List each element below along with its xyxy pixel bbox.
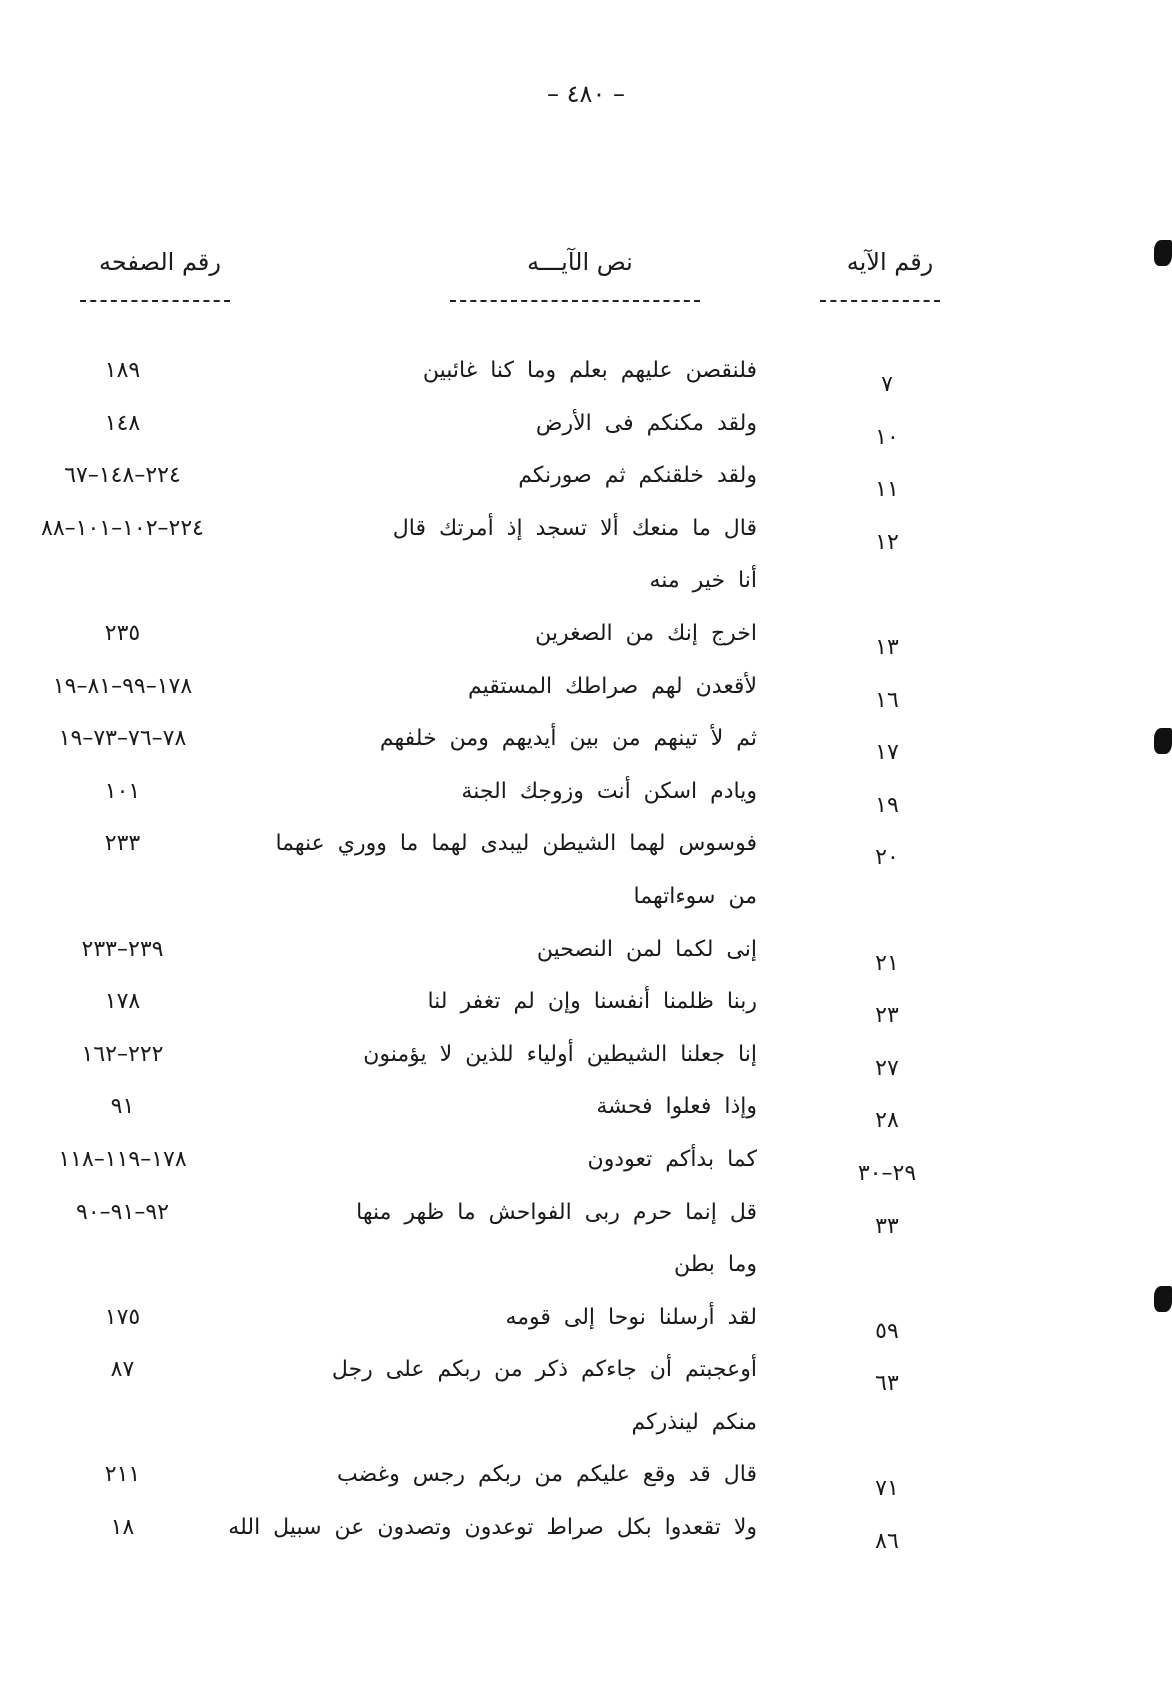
verse-text: أنا خير منه	[649, 568, 757, 594]
page-references: ٩١	[110, 1094, 135, 1120]
table-row	[0, 463, 1172, 516]
verse-text: ولقد خلقنكم ثم صورنكم	[518, 463, 757, 489]
table-row	[0, 621, 1172, 674]
margin-mark	[1154, 240, 1172, 266]
verse-text: اخرج إنك من الصغرين	[535, 620, 757, 646]
verse-number: ٢٩–٣٠	[857, 1160, 917, 1186]
verse-text: قل إنما حرم ربى الفواحش ما ظهر منها	[356, 1199, 757, 1225]
page-references: ١٧٨–١١٩–١١٨	[58, 1146, 187, 1172]
verse-text: فوسوس لهما الشيطن ليبدى لهما ما ووري عنهما	[275, 831, 757, 857]
verse-number: ٧	[881, 372, 893, 397]
header-divider	[450, 300, 700, 302]
verse-number: ٧١	[875, 1476, 899, 1502]
table-row	[0, 937, 1172, 990]
verse-text: وما بطن	[673, 1252, 757, 1278]
verse-text: ولا تقعدوا بكل صراط توعدون وتصدون عن سبيل الله	[228, 1515, 757, 1541]
verse-number: ٦٣	[875, 1371, 899, 1397]
table-row	[0, 1515, 1172, 1568]
table-row	[0, 1357, 1172, 1410]
table-row	[0, 989, 1172, 1042]
page-references: ١٧٨–٩٩–٨١–١٩	[52, 673, 193, 699]
verse-number: ٥٩	[875, 1318, 899, 1344]
verse-number: ١٢	[875, 529, 899, 555]
table-row	[0, 358, 1172, 411]
page-references: ١٤٨	[104, 410, 141, 436]
verse-index-table	[0, 358, 1172, 1568]
verse-number: ٣٣	[875, 1213, 899, 1239]
verse-number: ١٣	[875, 634, 899, 660]
table-row	[0, 674, 1172, 727]
page-references: ٢٢٢–١٦٢	[81, 1041, 164, 1067]
header-page-number: رقم الصفحه	[99, 248, 221, 276]
page-references: ٢٣٣	[104, 831, 141, 857]
verse-text: كما بدأكم تعودون	[587, 1146, 757, 1172]
page-references: ٩٢–٩١–٩٠	[76, 1199, 169, 1225]
table-row	[0, 411, 1172, 464]
verse-text: منكم لينذركم	[631, 1409, 757, 1435]
verse-number: ١٧	[875, 740, 899, 766]
page-references: ٢٢٤–١٠٢–١٠١–٨٨	[41, 515, 204, 541]
verse-text: ويادم اسكن أنت وزوجك الجنة	[461, 778, 757, 804]
verse-number: ٨٦	[875, 1529, 899, 1555]
table-row	[0, 1462, 1172, 1515]
verse-number: ٢٠	[875, 845, 899, 871]
table-row	[0, 1094, 1172, 1147]
verse-text: إنى لكما لمن النصحين	[536, 936, 757, 962]
verse-text: فلنقصن عليهم بعلم وما كنا غائبين	[422, 358, 757, 383]
page-number: – ٤٨٠ –	[547, 80, 625, 108]
verse-number: ١١	[875, 477, 899, 503]
page-references: ١٨٩	[104, 358, 141, 383]
verse-number: ٢١	[875, 950, 899, 976]
verse-number: ١٠	[875, 424, 899, 450]
page-references: ٢١١	[104, 1462, 141, 1488]
table-row	[0, 726, 1172, 779]
verse-number: ١٦	[875, 687, 899, 713]
verse-number: ٢٧	[875, 1055, 899, 1081]
page-references: ١٨	[110, 1515, 135, 1541]
page-references: ١٠١	[104, 778, 141, 804]
table-row	[0, 1200, 1172, 1253]
table-row	[0, 1042, 1172, 1095]
verse-text: إنا جعلنا الشيطين أولياء للذين لا يؤمنون	[363, 1041, 757, 1067]
verse-text: ولقد مكنكم فى الأرض	[535, 410, 757, 436]
page-references: ٧٨–٧٦–٧٣–١٩	[58, 726, 187, 752]
verse-text: لأقعدن لهم صراطك المستقيم	[467, 673, 757, 699]
table-row	[0, 1410, 1172, 1463]
table-row	[0, 1252, 1172, 1305]
table-row	[0, 831, 1172, 884]
verse-number: ٢٨	[875, 1108, 899, 1134]
page-references: ٨٧	[110, 1357, 135, 1383]
page-references: ١٧٨	[104, 989, 141, 1015]
page-references: ١٧٥	[104, 1304, 141, 1330]
header-verse-text: نص الآيـــه	[527, 248, 633, 276]
verse-text: ثم لأ تينهم من بين أيديهم ومن خلفهم	[379, 726, 757, 752]
page-references: ٢٢٤–١٤٨–٦٧	[64, 463, 181, 489]
table-row	[0, 568, 1172, 621]
header-divider	[80, 300, 230, 302]
table-row	[0, 1305, 1172, 1358]
table-row	[0, 516, 1172, 569]
table-row	[0, 779, 1172, 832]
verse-number: ١٩	[875, 792, 899, 818]
verse-text: قال ما منعك ألا تسجد إذ أمرتك قال	[392, 515, 757, 541]
page-references: ٢٣٥	[104, 620, 141, 646]
verse-text: من سوءاتهما	[633, 883, 757, 909]
table-row	[0, 884, 1172, 937]
table-row	[0, 1147, 1172, 1200]
page-references: ٢٣٩–٢٣٣	[81, 936, 164, 962]
verse-number: ٢٣	[875, 1003, 899, 1029]
verse-text: وإذا فعلوا فحشة	[596, 1094, 757, 1120]
verse-text: قال قد وقع عليكم من ربكم رجس وغضب	[336, 1462, 757, 1488]
header-verse-number: رقم الآيه	[846, 248, 934, 276]
verse-text: ربنا ظلمنا أنفسنا وإن لم تغفر لنا	[427, 989, 757, 1015]
verse-text: أوعجبتم أن جاءكم ذكر من ربكم على رجل	[331, 1357, 757, 1383]
verse-text: لقد أرسلنا نوحا إلى قومه	[505, 1304, 757, 1330]
header-divider	[820, 300, 940, 302]
